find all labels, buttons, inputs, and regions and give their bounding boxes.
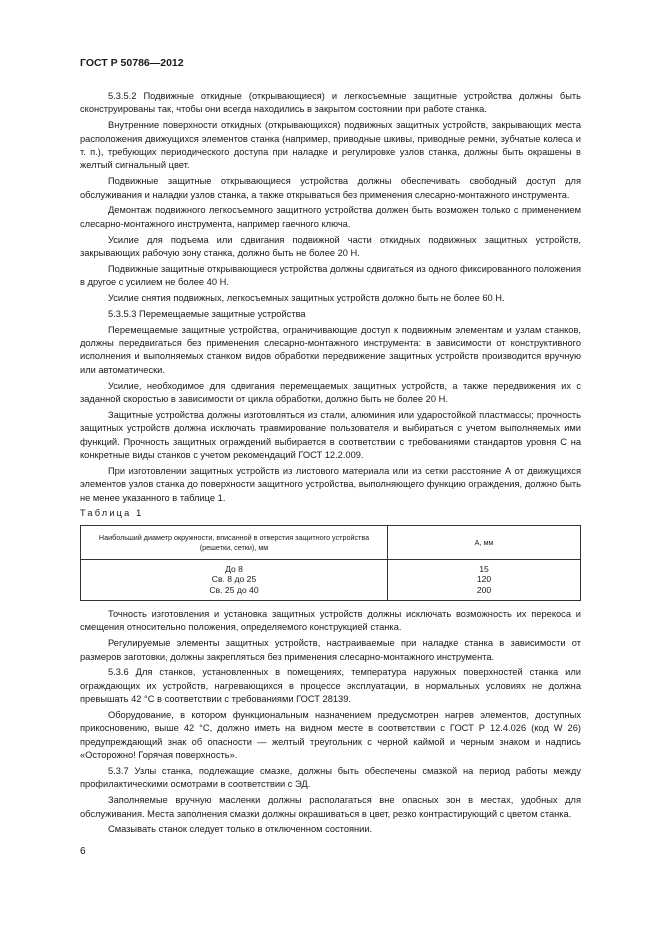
paragraph: Усилие, необходимое для сдвигания перемещаемых защитных устройств, а также передвижения их с заданной скоростью в зависимости от цикла обработки, должно быть не более 20 Н. (80, 380, 581, 405)
paragraph: Смазывать станок следует только в отключенном состоянии. (108, 824, 373, 835)
paragraph: Подвижные защитные открывающиеся устройства должны обеспечивать свободный доступ для обслуживания и наладки узлов станка, а также открываться без применения слесарно-монтажного инструмента. (80, 176, 581, 200)
body-text-top (80, 90, 581, 505)
paragraph: 5.3.6 Для станков, установленных в помещениях, температура наружных поверхностей станка или ограждающих их устройств, нагревающихся в процессе эксплуатации, в нормальных условиях не должна превышать 42 °С в соответствии с требованиями ГОСТ 28139. (80, 667, 581, 705)
paragraph: Защитные устройства должны изготовляться из стали, алюминия или ударостойкой пластмассы; прочность защитных устройств должна исключать травмирование пользователя и выбираться с учетом выполняемых ими функций. Прочность защитных ограждений выбирается в соответствии с требованиями стандартов уровня С на конкретные виды станков с учетом рекомендаций ГОСТ 12.2.009. (80, 409, 581, 461)
paragraph: 5.3.5.2 Подвижные откидные (открывающиеся) и легкосъемные защитные устройства должны быть сконструированы так, чтобы они всегда находились в закрытом состоянии при работе станка. (80, 91, 581, 115)
paragraph: Перемещаемые защитные устройства, ограничивающие доступ к подвижным элементам и узлам станков, должны передвигаться без применения слесарно-монтажного инструмента: в зависимости от конструктивного исполнения и выполняемых станком видов обработки передвижение защитных устройств производится вручную или автоматически. (80, 324, 581, 375)
cell-value: 15 (479, 564, 489, 574)
table-row (81, 560, 581, 601)
paragraph: Подвижные защитные открывающиеся устройства должны сдвигаться из одного фиксированного положения в другое с усилием не более 40 Н. (80, 263, 581, 288)
table-caption: Таблица 1 (80, 508, 144, 518)
paragraph: Регулируемые элементы защитных устройств, настраиваемые при наладке станка в зависимости от размеров заготовки, должны закрепляться без применения слесарно-монтажного инструмента. (80, 638, 581, 662)
paragraph: Демонтаж подвижного легкосъемного защитного устройства должен быть возможен только с применением слесарно-монтажного инструмента, например гаечного ключа. (80, 205, 581, 229)
paragraph: Точность изготовления и установка защитных устройств должны исключать возможность их перекоса и смещения относительно положения, определяемого конструкцией станка. (80, 609, 581, 633)
table-header-row (81, 526, 581, 560)
paragraph: 5.3.7 Узлы станка, подлежащие смазке, должны быть обеспечены смазкой на период работы между профилактическими осмотрами в соответствии с ЭД. (80, 766, 581, 790)
table-cell-diameter (81, 560, 388, 601)
cell-value: Св. 8 до 25 (211, 574, 257, 585)
paragraph: Заполняемые вручную масленки должны располагаться вне опасных зон в местах, удобных для обслуживания. Места заполнения смазки должны окрашиваться в цвет, резко контрастирующий с цветом станка. (80, 795, 581, 819)
table-cell-distance (388, 560, 581, 601)
paragraph: Усилие снятия подвижных, легкосъемных защитных устройств должно быть не более 60 Н. (108, 293, 505, 304)
paragraph: Усилие для подъема или сдвигания подвижной части откидных подвижных защитных устройств, закрывающих рабочую зону станка, должно быть не более 20 Н. (80, 234, 581, 259)
section-heading: 5.3.5.3 Перемещаемые защитные устройства (108, 308, 306, 319)
body-text-bottom (80, 608, 581, 837)
paragraph: Оборудование, в котором функциональным назначением предусмотрен нагрев элементов, доступных прикосновению, выше 42 °С, должно иметь на видном месте в соответствии с ГОСТ Р 12.4.026 (код W 26) предупреждающий знак об опасности — желтый треугольник с черной каймой и черным знаком и надпись «Осторожно! Горячая поверхность». (80, 710, 581, 761)
table-header-diameter: Наибольший диаметр окружности, вписанной в отверстия защитного устройства (решетки, сетки), мм (81, 526, 388, 560)
table-1 (80, 525, 581, 601)
paragraph: Внутренние поверхности откидных (открывающихся) подвижных защитных устройств, закрывающих места расположения движущихся элементов станка (например, приводные шкивы, приводные ремни, зубчатые колеса и т. п.), требующих периодического доступа при наладке и регулировке узлов станка, должны быть окрашены в желтый сигнальный цвет. (80, 120, 581, 171)
cell-value: До 8 (225, 564, 243, 574)
cell-value: 200 (476, 584, 492, 595)
cell-value: Св. 25 до 40 (209, 584, 259, 595)
document-header: ГОСТ Р 50786—2012 (80, 57, 184, 69)
page-number: 6 (80, 846, 86, 857)
paragraph: При изготовлении защитных устройств из листового материала или из сетки расстояние А от движущихся элементов узлов станка до поверхности защитного устройства, выполняющего функцию ограждения, должно быть не менее указанного в таблице 1. (80, 465, 581, 503)
table-header-distance: А, мм (388, 526, 581, 560)
cell-value: 120 (476, 574, 492, 585)
